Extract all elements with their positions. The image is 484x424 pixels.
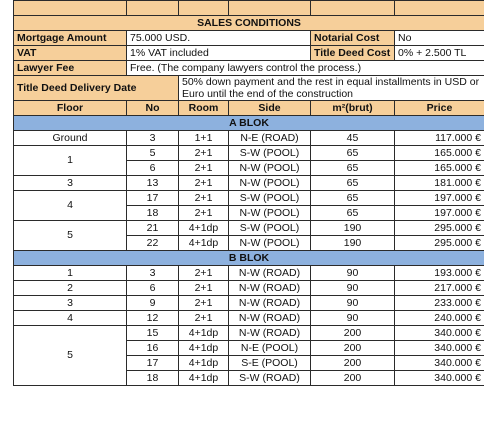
b-blok-label: B BLOK bbox=[14, 251, 484, 266]
a-blok-section-row bbox=[14, 116, 484, 131]
lawyer-row bbox=[14, 61, 484, 76]
unit-no-cell: 17 bbox=[127, 191, 179, 206]
floor-cell: Ground bbox=[14, 131, 127, 146]
area-cell: 65 bbox=[311, 191, 395, 206]
side-cell: S-W (ROAD) bbox=[229, 371, 311, 386]
unit-no-cell: 16 bbox=[127, 341, 179, 356]
table-row bbox=[14, 131, 484, 146]
room-cell: 4+1dp bbox=[179, 236, 229, 251]
area-cell: 200 bbox=[311, 371, 395, 386]
table-row bbox=[14, 146, 484, 161]
room-cell: 2+1 bbox=[179, 176, 229, 191]
price-cell: 340.000 € bbox=[395, 371, 484, 386]
area-cell: 90 bbox=[311, 296, 395, 311]
area-cell: 190 bbox=[311, 236, 395, 251]
unit-no-cell: 9 bbox=[127, 296, 179, 311]
table-row bbox=[14, 191, 484, 206]
price-cell: 340.000 € bbox=[395, 341, 484, 356]
side-cell: N-W (POOL) bbox=[229, 236, 311, 251]
unit-no-cell: 13 bbox=[127, 176, 179, 191]
price-cell: 193.000 € bbox=[395, 266, 484, 281]
floor-cell: 3 bbox=[14, 176, 127, 191]
room-cell: 2+1 bbox=[179, 311, 229, 326]
a-blok-label: A BLOK bbox=[14, 116, 484, 131]
area-cell: 200 bbox=[311, 326, 395, 341]
unit-no-cell: 18 bbox=[127, 206, 179, 221]
side-cell: S-W (POOL) bbox=[229, 146, 311, 161]
unit-no-cell: 21 bbox=[127, 221, 179, 236]
lawyer-value: Free. (The company lawyers control the process.) bbox=[127, 61, 484, 76]
side-cell: N-W (ROAD) bbox=[229, 281, 311, 296]
price-cell: 295.000 € bbox=[395, 236, 484, 251]
sheet-title: SALES CONDITIONS bbox=[14, 16, 484, 31]
unit-no-cell: 3 bbox=[127, 131, 179, 146]
col-header-room: Room bbox=[179, 101, 229, 116]
deed-cost-value: 0% + 2.500 TL bbox=[395, 46, 484, 61]
table-row bbox=[14, 326, 484, 341]
mortgage-row bbox=[14, 31, 484, 46]
table-row bbox=[14, 221, 484, 236]
floor-cell: 2 bbox=[14, 281, 127, 296]
b-blok-section-row bbox=[14, 251, 484, 266]
mortgage-value: 75.000 USD. bbox=[127, 31, 311, 46]
vat-value: 1% VAT included bbox=[127, 46, 311, 61]
delivery-row bbox=[14, 76, 484, 101]
unit-no-cell: 6 bbox=[127, 161, 179, 176]
col-header-price: Price bbox=[395, 101, 484, 116]
room-cell: 2+1 bbox=[179, 146, 229, 161]
floor-cell: 5 bbox=[14, 221, 127, 251]
unit-no-cell: 18 bbox=[127, 371, 179, 386]
room-cell: 4+1dp bbox=[179, 371, 229, 386]
price-cell: 165.000 € bbox=[395, 146, 484, 161]
unit-no-cell: 12 bbox=[127, 311, 179, 326]
col-header-area: m²(brut) bbox=[311, 101, 395, 116]
vat-row bbox=[14, 46, 484, 61]
price-cell: 165.000 € bbox=[395, 161, 484, 176]
price-cell: 340.000 € bbox=[395, 326, 484, 341]
floor-cell: 5 bbox=[14, 326, 127, 386]
price-cell: 181.000 € bbox=[395, 176, 484, 191]
area-cell: 200 bbox=[311, 356, 395, 371]
floor-cell: 4 bbox=[14, 311, 127, 326]
room-cell: 2+1 bbox=[179, 266, 229, 281]
side-cell: N-W (POOL) bbox=[229, 176, 311, 191]
side-cell: N-W (POOL) bbox=[229, 161, 311, 176]
price-cell: 197.000 € bbox=[395, 191, 484, 206]
area-cell: 45 bbox=[311, 131, 395, 146]
notarial-label: Notarial Cost bbox=[311, 31, 395, 46]
floor-cell: 3 bbox=[14, 296, 127, 311]
col-header-no: No bbox=[127, 101, 179, 116]
price-cell: 217.000 € bbox=[395, 281, 484, 296]
area-cell: 65 bbox=[311, 176, 395, 191]
side-cell: N-E (ROAD) bbox=[229, 131, 311, 146]
table-row bbox=[14, 311, 484, 326]
area-cell: 190 bbox=[311, 221, 395, 236]
price-cell: 240.000 € bbox=[395, 311, 484, 326]
area-cell: 90 bbox=[311, 281, 395, 296]
room-cell: 4+1dp bbox=[179, 341, 229, 356]
area-cell: 90 bbox=[311, 266, 395, 281]
price-cell: 340.000 € bbox=[395, 356, 484, 371]
lawyer-label: Lawyer Fee bbox=[14, 61, 127, 76]
side-cell: N-W (ROAD) bbox=[229, 296, 311, 311]
delivery-value: 50% down payment and the rest in equal installments in USD or Euro until the end of the construction bbox=[179, 76, 484, 101]
table-row bbox=[14, 266, 484, 281]
area-cell: 90 bbox=[311, 311, 395, 326]
delivery-label: Title Deed Delivery Date bbox=[14, 76, 179, 101]
side-cell: S-W (POOL) bbox=[229, 191, 311, 206]
side-cell: N-W (POOL) bbox=[229, 206, 311, 221]
unit-no-cell: 17 bbox=[127, 356, 179, 371]
price-cell: 117.000 € bbox=[395, 131, 484, 146]
floor-cell: 1 bbox=[14, 266, 127, 281]
room-cell: 2+1 bbox=[179, 206, 229, 221]
table-row bbox=[14, 176, 484, 191]
room-cell: 2+1 bbox=[179, 281, 229, 296]
floor-cell: 4 bbox=[14, 191, 127, 221]
side-cell: S-W (POOL) bbox=[229, 221, 311, 236]
vat-label: VAT bbox=[14, 46, 127, 61]
side-cell: N-W (ROAD) bbox=[229, 326, 311, 341]
column-header-row bbox=[14, 101, 484, 116]
area-cell: 65 bbox=[311, 146, 395, 161]
side-cell: S-E (POOL) bbox=[229, 356, 311, 371]
floor-cell: 1 bbox=[14, 146, 127, 176]
room-cell: 4+1dp bbox=[179, 221, 229, 236]
mortgage-label: Mortgage Amount bbox=[14, 31, 127, 46]
unit-no-cell: 3 bbox=[127, 266, 179, 281]
deed-cost-label: Title Deed Cost bbox=[311, 46, 395, 61]
notarial-value: No bbox=[395, 31, 484, 46]
area-cell: 65 bbox=[311, 161, 395, 176]
table-row bbox=[14, 281, 484, 296]
side-cell: N-E (POOL) bbox=[229, 341, 311, 356]
top-spacer-row bbox=[14, 1, 484, 16]
unit-no-cell: 6 bbox=[127, 281, 179, 296]
side-cell: N-W (ROAD) bbox=[229, 266, 311, 281]
price-cell: 233.000 € bbox=[395, 296, 484, 311]
area-cell: 65 bbox=[311, 206, 395, 221]
unit-no-cell: 5 bbox=[127, 146, 179, 161]
price-cell: 197.000 € bbox=[395, 206, 484, 221]
room-cell: 2+1 bbox=[179, 296, 229, 311]
title-row bbox=[14, 16, 484, 31]
room-cell: 1+1 bbox=[179, 131, 229, 146]
table-row bbox=[14, 296, 484, 311]
unit-no-cell: 15 bbox=[127, 326, 179, 341]
col-header-floor: Floor bbox=[14, 101, 127, 116]
sales-conditions-table bbox=[13, 0, 484, 386]
room-cell: 2+1 bbox=[179, 161, 229, 176]
col-header-side: Side bbox=[229, 101, 311, 116]
area-cell: 200 bbox=[311, 341, 395, 356]
side-cell: N-W (ROAD) bbox=[229, 311, 311, 326]
room-cell: 4+1dp bbox=[179, 326, 229, 341]
price-cell: 295.000 € bbox=[395, 221, 484, 236]
room-cell: 4+1dp bbox=[179, 356, 229, 371]
room-cell: 2+1 bbox=[179, 191, 229, 206]
unit-no-cell: 22 bbox=[127, 236, 179, 251]
